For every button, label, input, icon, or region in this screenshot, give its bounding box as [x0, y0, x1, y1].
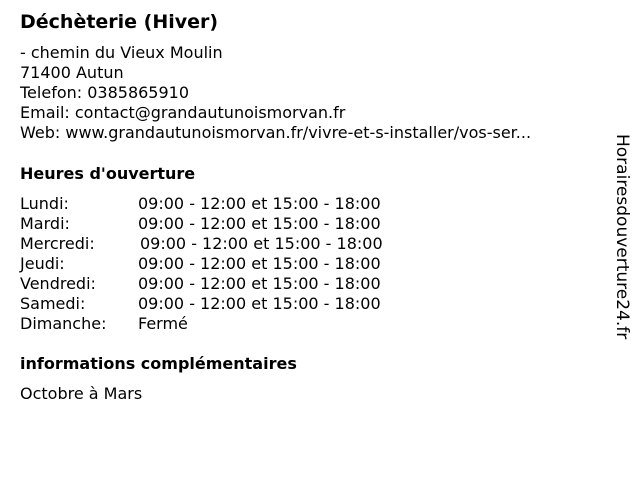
day-label: Lundi: — [20, 194, 69, 213]
day-label: Jeudi: — [20, 254, 65, 273]
city-address: 71400 Autun — [20, 63, 124, 82]
time-value: 09:00 - 12:00 et 15:00 - 18:00 — [138, 254, 381, 273]
hours-row-friday — [20, 274, 383, 294]
hours-row-thursday — [20, 254, 383, 274]
hours-row-sunday — [20, 314, 383, 334]
time-value: 09:00 - 12:00 et 15:00 - 18:00 — [138, 214, 381, 233]
time-value: 09:00 - 12:00 et 15:00 - 18:00 — [138, 294, 381, 313]
phone-number: Telefon: 0385865910 — [20, 83, 190, 102]
site-watermark: Horairesdouverture24.fr — [612, 134, 632, 340]
day-label: Vendredi: — [20, 274, 96, 293]
day-label: Dimanche: — [20, 314, 107, 333]
page-title: Déchèterie (Hiver) — [20, 11, 219, 33]
time-value: Fermé — [138, 314, 188, 333]
time-value: 09:00 - 12:00 et 15:00 - 18:00 — [140, 234, 383, 253]
day-label: Mardi: — [20, 214, 70, 233]
hours-row-wednesday — [20, 234, 383, 254]
day-label: Mercredi: — [20, 234, 95, 253]
info-text: Octobre à Mars — [20, 384, 143, 403]
email-address: Email: contact@grandautunoismorvan.fr — [20, 103, 346, 122]
hours-row-tuesday — [20, 214, 383, 234]
time-value: 09:00 - 12:00 et 15:00 - 18:00 — [138, 274, 381, 293]
address-block — [20, 43, 531, 143]
hours-row-monday — [20, 194, 383, 214]
opening-hours-table — [20, 194, 383, 334]
info-heading: informations complémentaires — [20, 354, 297, 373]
street-address: - chemin du Vieux Moulin — [20, 43, 223, 62]
hours-heading: Heures d'ouverture — [20, 164, 196, 183]
website-link[interactable]: Web: www.grandautunoismorvan.fr/vivre-et-s-installer/vos-ser... — [20, 123, 532, 142]
hours-row-saturday — [20, 294, 383, 314]
time-value: 09:00 - 12:00 et 15:00 - 18:00 — [138, 194, 381, 213]
day-label: Samedi: — [20, 294, 86, 313]
